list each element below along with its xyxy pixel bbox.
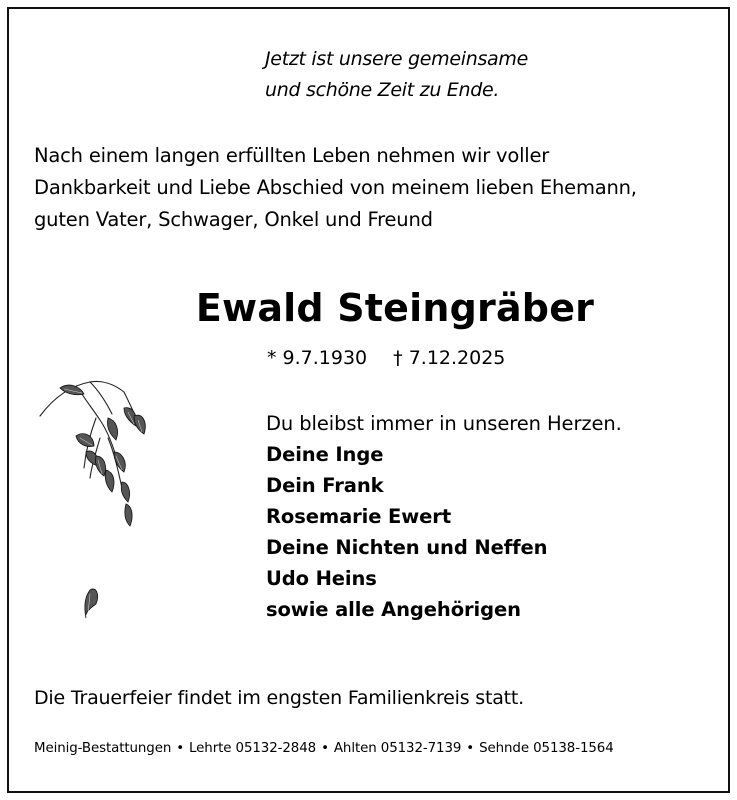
- location-phone: Ahlten 05132-7139: [333, 741, 462, 756]
- intro-line-3: guten Vater, Schwager, Onkel und Freund: [34, 208, 433, 231]
- mourner-name: Deine Inge: [266, 443, 384, 466]
- intro-text: [34, 140, 637, 236]
- birth-date: * 9.7.1930: [267, 347, 368, 369]
- motto-line-2: und schöne Zeit zu Ende.: [265, 79, 500, 101]
- motto-quote: [265, 44, 528, 106]
- service-note: Die Trauerfeier findet im engsten Familienkreis statt.: [34, 687, 524, 709]
- location-phone: Lehrte 05132-2848: [189, 741, 317, 756]
- motto-line-1: Jetzt ist unsere gemeinsame: [265, 48, 528, 70]
- birch-branch-icon: [38, 378, 158, 628]
- closing-line: Du bleibst immer in unseren Herzen.: [266, 412, 622, 435]
- mourner-name: Dein Frank: [266, 474, 384, 497]
- funeral-home-footer: [34, 738, 614, 760]
- funeral-home-name: Meinig-Bestattungen: [34, 741, 172, 756]
- location-phone: Sehnde 05138-1564: [479, 741, 614, 756]
- mourner-name: sowie alle Angehörigen: [266, 598, 521, 621]
- deceased-name: Ewald Steingräber: [195, 286, 595, 330]
- footer-separator: •: [321, 741, 329, 756]
- mourner-name: Udo Heins: [266, 567, 377, 590]
- footer-separator: •: [176, 741, 185, 756]
- mourner-name: Rosemarie Ewert: [266, 505, 452, 528]
- intro-line-2: Dankbarkeit und Liebe Abschied von meinem lieben Ehemann,: [34, 176, 637, 199]
- intro-line-1: Nach einem langen erfüllten Leben nehmen wir voller: [34, 144, 550, 167]
- footer-separator: •: [466, 741, 475, 756]
- death-date: † 7.12.2025: [393, 347, 506, 369]
- mourners-block: [266, 408, 622, 625]
- mourner-name: Deine Nichten und Neffen: [266, 536, 548, 559]
- life-dates: [267, 344, 505, 372]
